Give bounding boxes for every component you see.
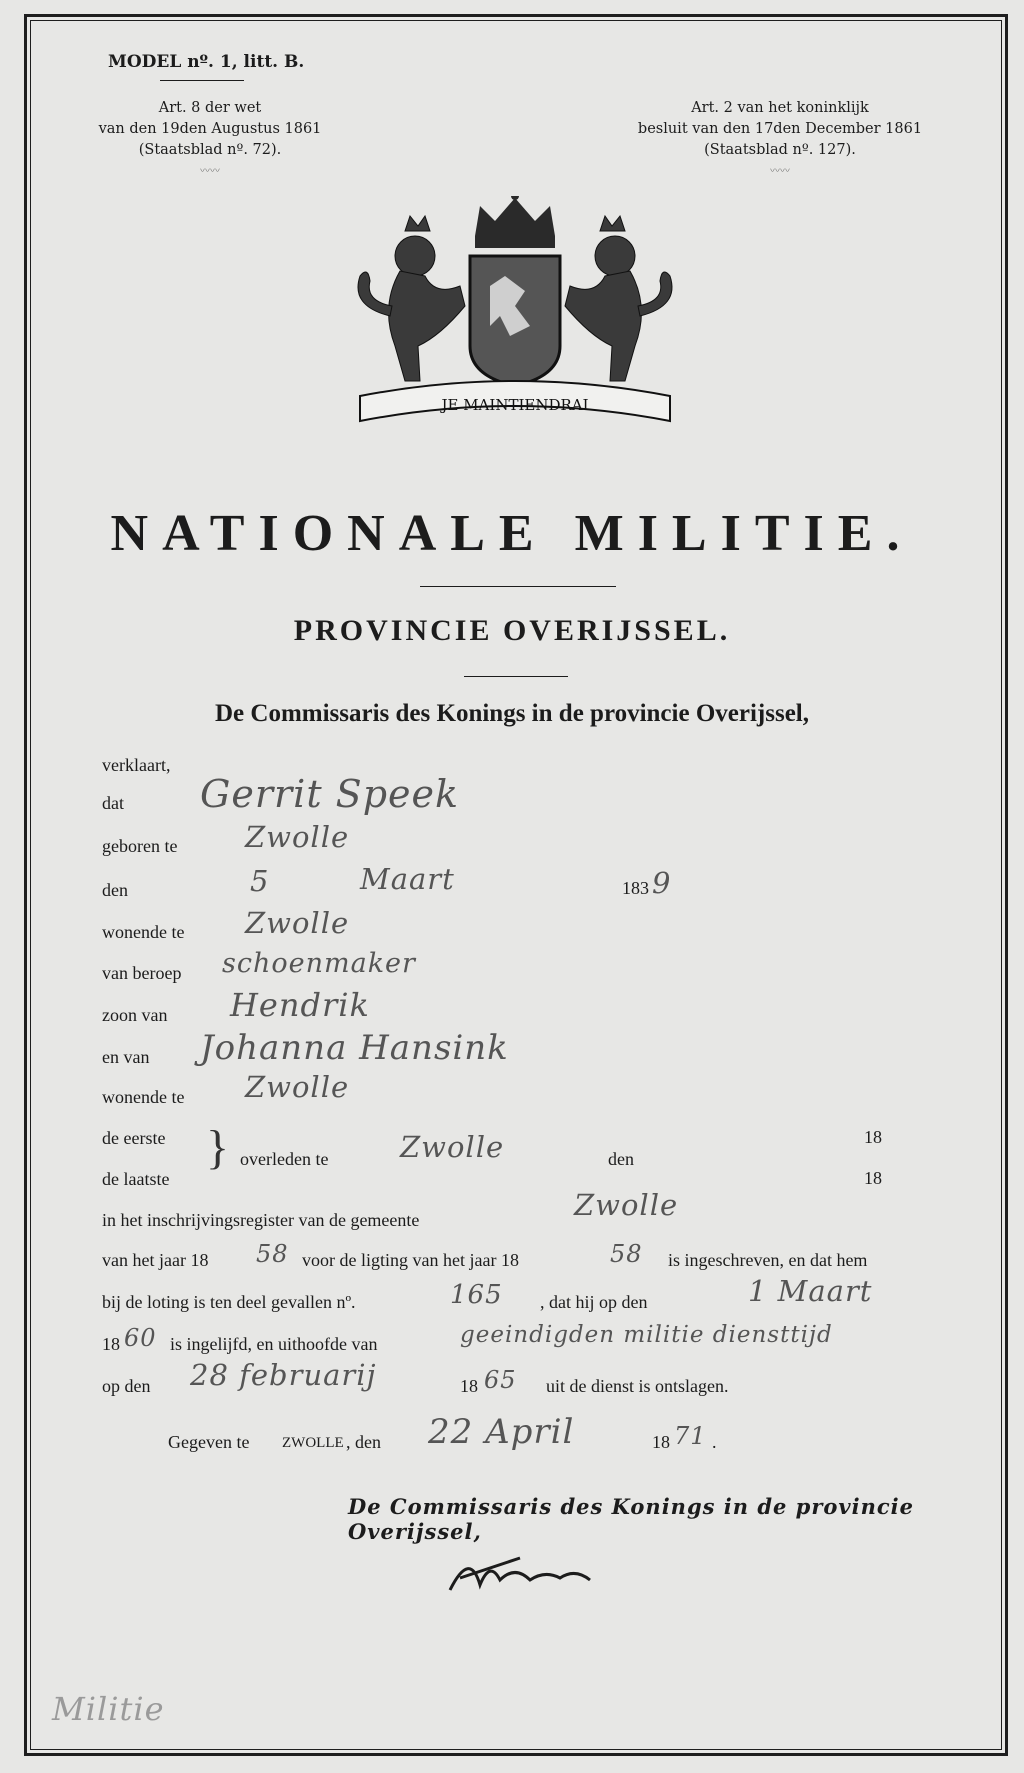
label-year-18-enlisted: 18	[102, 1334, 120, 1354]
legal-reference-right-line-2: besluit van den 17den December 1861	[637, 121, 923, 137]
royal-coat-of-arms-icon	[340, 196, 690, 466]
label-den-date: , den	[346, 1432, 381, 1452]
legal-reference-right	[620, 98, 940, 182]
label-de-laatste: de laatste	[102, 1169, 170, 1189]
legal-reference-left-line-1: Art. 8 der wet	[158, 100, 262, 116]
field-municipality: Zwolle	[574, 1188, 679, 1222]
field-register-year: 58	[256, 1240, 289, 1268]
label-dat: dat	[102, 793, 124, 813]
signature-mark	[440, 1540, 620, 1600]
label-issue-period: .	[712, 1432, 717, 1452]
legal-reference-left-line-3: (Staatsblad nº. 72).	[138, 142, 282, 158]
field-reason: geeindigden militie diensttijd	[460, 1322, 833, 1348]
label-place-zwolle: ZWOLLE	[282, 1435, 344, 1451]
legal-reference-left	[80, 98, 340, 182]
field-ligting-year: 58	[610, 1240, 643, 1268]
label-birth-year: 183	[622, 878, 649, 898]
brace-glyph: }	[206, 1121, 230, 1174]
label-wonende-te-2: wonende te	[102, 1087, 185, 1107]
label-loting: bij de loting is ten deel gevallen nº.	[102, 1292, 356, 1312]
label-beroep: van beroep	[102, 963, 182, 983]
legal-reference-right-line-3: (Staatsblad nº. 127).	[704, 142, 856, 158]
label-birth-den: den	[102, 880, 128, 900]
label-zoon-van: zoon van	[102, 1005, 168, 1025]
document-title: NATIONALE MILITIE.	[110, 505, 914, 562]
label-wonende-te: wonende te	[102, 922, 185, 942]
model-underline	[160, 80, 244, 81]
province-title: PROVINCIE OVERIJSSEL.	[293, 614, 731, 647]
label-en-van: en van	[102, 1047, 150, 1067]
label-year-18-first: 18	[864, 1127, 882, 1147]
field-discharge-year: 65	[484, 1366, 517, 1394]
province-divider	[464, 676, 568, 677]
crest-motto: JE MAINTIENDRAI	[441, 396, 589, 414]
field-birth-year: 9	[652, 866, 672, 900]
label-de-eerste: de eerste	[102, 1128, 166, 1148]
field-issue-date: 22 April	[428, 1412, 575, 1452]
field-enlist-year: 60	[124, 1324, 157, 1352]
label-ontslagen: uit de dienst is ontslagen.	[546, 1376, 729, 1396]
field-father: Hendrik	[230, 986, 370, 1024]
title-divider	[420, 586, 616, 587]
field-enlist-date: 1 Maart	[748, 1274, 873, 1308]
field-issue-year: 71	[674, 1422, 707, 1450]
label-van-het-jaar: van het jaar 18	[102, 1250, 209, 1270]
issuer-heading: De Commissaris des Konings in de provincie Overijssel,	[215, 700, 809, 727]
label-voor-de-ligting: voor de ligting van het jaar 18	[302, 1250, 519, 1270]
ornament-tilde: 〰〰	[770, 166, 790, 177]
signature-block-title: De Commissaris des Konings in de provincie Overijssel,	[348, 1494, 914, 1544]
label-gegeven-te: Gegeven te	[168, 1432, 250, 1452]
field-lot-number: 165	[450, 1280, 503, 1310]
field-birth-month: Maart	[360, 862, 455, 896]
label-dat-hij-op-den: , dat hij op den	[540, 1292, 648, 1312]
label-ingelijfd: is ingelijfd, en uithoofde van	[170, 1334, 378, 1354]
label-geboren-te: geboren te	[102, 836, 178, 856]
legal-reference-left-line-2: van den 19den Augustus 1861	[98, 121, 322, 137]
field-mother: Johanna Hansink	[200, 1028, 509, 1068]
margin-note: Militie	[52, 1690, 165, 1728]
label-overleden-te: overleden te	[240, 1149, 329, 1169]
label-year-18-issue: 18	[652, 1432, 670, 1452]
label-year-18-last: 18	[864, 1168, 882, 1188]
field-birthplace: Zwolle	[245, 820, 350, 854]
label-register: in het inschrijvingsregister van de gemeente	[102, 1210, 420, 1230]
label-ingeschreven: is ingeschreven, en dat hem	[668, 1250, 868, 1270]
legal-reference-right-line-1: Art. 2 van het koninklijk	[691, 100, 869, 116]
field-name: Gerrit Speek	[200, 772, 460, 816]
field-discharge-date: 28 februarij	[190, 1358, 377, 1392]
ornament-tilde: 〰〰	[200, 166, 220, 177]
field-birth-day: 5	[250, 864, 270, 898]
field-died-at: Zwolle	[400, 1130, 505, 1164]
model-number: MODEL nº. 1, litt. B.	[108, 52, 305, 72]
label-died-den: den	[608, 1149, 634, 1169]
field-profession: schoenmaker	[222, 948, 416, 979]
label-verklaart: verklaart,	[102, 755, 171, 775]
label-op-den: op den	[102, 1376, 151, 1396]
field-residence: Zwolle	[245, 906, 350, 940]
field-parents-residence: Zwolle	[245, 1070, 350, 1104]
label-year-18-discharged: 18	[460, 1376, 478, 1396]
